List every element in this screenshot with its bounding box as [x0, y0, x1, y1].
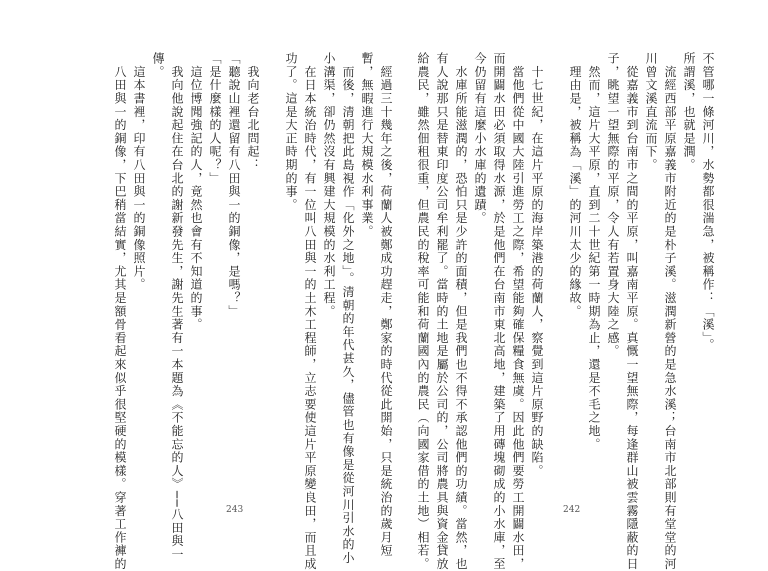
text-line: 八田與一的銅像，下巴稍當結實，尤其是額骨看起來似乎很堅硬的模樣。穿著工作褲的: [113, 52, 127, 571]
text-line: [262, 52, 281, 472]
text-line: 暫，無暇進行大規模水利事業。: [360, 52, 374, 239]
text-line: 當他們從中國大陸引進勞工之際，希望能夠確保糧食無虞。因此他們要勞工開闢水田，: [511, 52, 525, 571]
text-line: 給農民，雖然佃租很重，但農民的稅率可能和荷蘭國內的農民（向國家借的土地）相若。: [416, 52, 430, 571]
text-line: 我向老台北問起：: [246, 52, 260, 172]
text-line: 川曾文溪直流而下。: [644, 52, 658, 172]
text-line: [546, 52, 565, 472]
text-line: 理由是，被稱為「溪」的河川太少的緣故。: [568, 52, 582, 318]
page-number-left: 243: [226, 505, 244, 515]
text-line: 所謂溪，也就是澗。: [682, 52, 696, 172]
text-line: 然而，這片大平原，直到二十世紀第一時期為止，還是不毛之地。: [587, 52, 601, 451]
text-line: 水庫所能滋潤的，恐怕只是少許的面積，但是我們也不得不承認他們的功績。當然，也: [454, 52, 468, 571]
text-line: 子，眺望一望無際的平原，令人有若置身大陸之感。: [606, 52, 620, 358]
text-line: 從嘉義市到台南市之間的平原，叫嘉南平原。真慨一望無際，每逢群山被雲霧隱蔽的日: [625, 52, 639, 571]
text-line: 我向他說起住在台北的謝新發先生，謝先生著有一本題為《不能忘的人》──八田與一: [170, 52, 184, 562]
text-line: 而開闢水田必須取得水源，於是他們在台南市東北高地，建築了用磚塊砌成的小水庫，至: [492, 52, 506, 571]
text-line: 「是什麼樣的人呢？」: [208, 52, 222, 185]
text-line: 有人說那只是替東印度公司牟利罷了。當時的土地是屬於公司的，公司將農具與資金貸放: [435, 52, 449, 571]
page-number-right: 242: [563, 505, 581, 515]
text-line: 今仍留有這麼小水庫的遺蹟。: [473, 52, 487, 225]
text-line: 傳。: [151, 52, 165, 79]
text-line: 不管哪一條河川，水勢都很湍急，被稱作：「溪」。: [701, 52, 715, 352]
text-line: 小溝渠，卻仍然沒有興建大規模的水利工程。: [322, 52, 336, 318]
text-line: 十七世紀，在這片平原的海岸築港的荷蘭人，察覺到這片原野的缺陷。: [530, 52, 544, 478]
text-line: 這位博聞強記的人，竟然也會有不知道的事。: [189, 52, 203, 332]
text-line: 功了。這是大正時期的事。: [284, 52, 298, 212]
text-line: 經過三十幾年之後，荷蘭人被鄭成功趕走，鄭家的時代從此開始，只是統治的歲月短: [379, 52, 393, 558]
text-line: 「聽說山裡還留有八田與一的銅像，是嗎？」: [227, 52, 241, 318]
text-line: 這本書裡，印有八田與一的銅像照片。: [132, 52, 146, 292]
text-line: 流經西部平原嘉義市附近的是朴子溪。滋潤新營的是急水溪；台南市北部則有堂堂的河: [663, 52, 677, 571]
text-line: 在日本統治時代，有一位叫八田與一的土木工程師，立志要使這片平原變良田，而且成: [303, 52, 317, 571]
text-line: 而後，清朝把此島視作「化外之地」。清朝的年代甚久，儘管也有像是從河川引水的小: [341, 52, 355, 565]
